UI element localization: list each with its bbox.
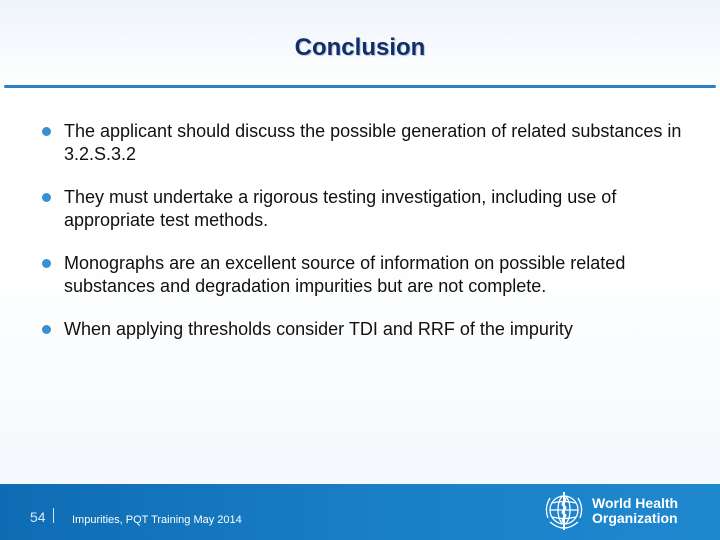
bullet-item — [40, 318, 700, 341]
bullet-dot-icon — [42, 193, 51, 202]
who-wordmark — [592, 496, 678, 526]
footer-caption: Impurities, PQT Training May 2014 — [72, 514, 242, 526]
page-number: 54 — [30, 509, 46, 525]
bullet-dot-icon — [42, 259, 51, 268]
footer-bar — [0, 484, 720, 540]
bullet-item — [40, 252, 700, 298]
title-divider — [4, 85, 716, 88]
bullet-item — [40, 120, 700, 166]
bullet-text: When applying thresholds consider TDI and RRF of the impurity — [64, 319, 573, 339]
bullet-text: They must undertake a rigorous testing investigation, including use of appropriate test methods. — [64, 187, 617, 230]
bullet-dot-icon — [42, 127, 51, 136]
bullet-list — [40, 120, 700, 361]
bullet-text: The applicant should discuss the possible generation of related substances in 3.2.S.3.2 — [64, 121, 682, 164]
who-wordmark-line1: World Health — [592, 495, 679, 511]
bullet-dot-icon — [42, 325, 51, 334]
bullet-text: Monographs are an excellent source of information on possible related substances and degradation impurities but are not complete. — [64, 253, 626, 296]
bullet-item — [40, 186, 700, 232]
page-separator — [53, 508, 54, 523]
who-wordmark-line2: Organization — [592, 510, 678, 526]
who-emblem-icon — [540, 488, 588, 536]
slide-title: Conclusion — [294, 34, 426, 61]
